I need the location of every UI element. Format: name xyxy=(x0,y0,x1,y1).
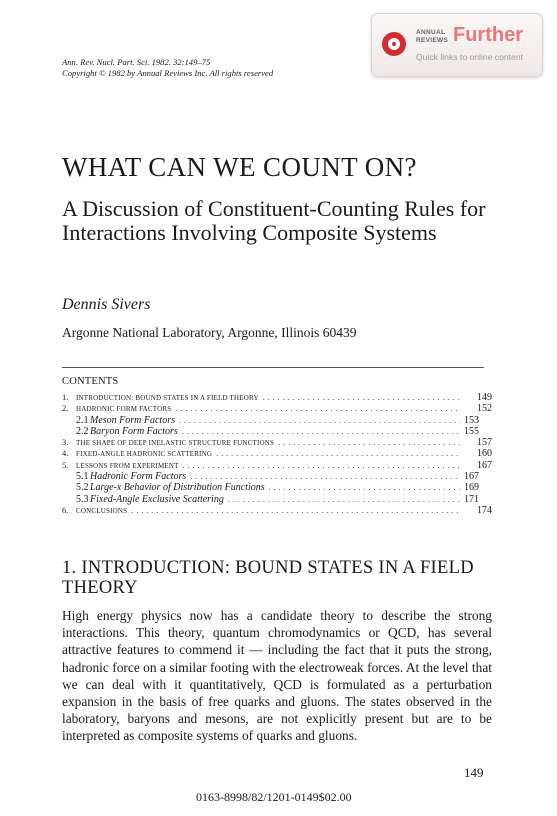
toc-entry-label: Fixed-Angle Exclusive Scattering xyxy=(90,493,224,505)
toc-entry[interactable] xyxy=(62,448,492,459)
toc-entry-page: 149 xyxy=(477,392,492,403)
badge-reviews-text: REVIEWS xyxy=(416,36,449,44)
toc-entry-number: 3. xyxy=(62,437,69,448)
article-code: 0163-8998/82/1201-0149$02.00 xyxy=(196,790,352,804)
article-subtitle: A Discussion of Constituent-Counting Rules for Interactions Involving Composite Systems xyxy=(62,196,486,245)
article-title: WHAT CAN WE COUNT ON? xyxy=(62,152,417,182)
table-of-contents xyxy=(62,392,492,516)
toc-entry-page: 169 xyxy=(464,482,479,494)
toc-entry-label: THE SHAPE OF DEEP INELASTIC STRUCTURE FUNCTIONS xyxy=(76,439,275,448)
section-heading: 1. INTRODUCTION: BOUND STATES IN A FIELD THEORY xyxy=(62,558,474,598)
badge-further-text: Further xyxy=(453,24,523,46)
toc-entry-label: Baryon Form Factors xyxy=(90,425,178,437)
badge-brand xyxy=(416,29,448,44)
toc-entry[interactable] xyxy=(62,460,492,471)
toc-entry-number: 2.1 xyxy=(76,414,89,426)
toc-entry[interactable] xyxy=(62,505,492,516)
toc-entry-label: CONCLUSIONS xyxy=(76,506,128,515)
toc-entry-label: Hadronic Form Factors xyxy=(90,471,187,483)
badge-subtitle: Quick links to online content xyxy=(416,52,524,62)
toc-entry-number: 2.2 xyxy=(76,425,89,437)
toc-entry-label: LESSONS FROM EXPERIMENT xyxy=(76,461,179,470)
toc-entry-page: 153 xyxy=(464,414,479,426)
toc-entry-page: 167 xyxy=(477,459,492,471)
contents-top-rule xyxy=(62,367,484,368)
toc-leader-dots xyxy=(175,404,460,413)
toc-entry-page: 167 xyxy=(464,471,479,483)
toc-leader-dots xyxy=(182,427,460,436)
toc-entry-page: 174 xyxy=(477,504,492,516)
contents-heading: CONTENTS xyxy=(62,376,119,387)
toc-leader-dots xyxy=(183,461,460,470)
toc-entry-number: 5.3 xyxy=(76,493,89,505)
toc-entry-label: Meson Form Factors xyxy=(90,414,175,426)
toc-leader-dots xyxy=(190,472,460,481)
author-name: Dennis Sivers xyxy=(62,296,151,313)
toc-entry-number: 4. xyxy=(62,448,69,459)
toc-entry[interactable] xyxy=(62,392,492,403)
toc-leader-dots xyxy=(228,495,460,504)
citation-line-1: Ann. Rev. Nucl. Part. Sci. 1982. 32:149–75 xyxy=(62,57,211,67)
toc-entry-label: Large-x Behavior of Distribution Functions xyxy=(90,482,265,494)
toc-entry[interactable] xyxy=(62,471,492,482)
toc-entry-page: 157 xyxy=(477,437,492,449)
toc-entry-number: 5.2 xyxy=(76,482,89,494)
toc-entry-label: HADRONIC FORM FACTORS xyxy=(76,405,172,414)
toc-leader-dots xyxy=(263,393,460,402)
toc-entry[interactable] xyxy=(62,482,492,493)
toc-entry-label: INTRODUCTION: BOUND STATES IN A FIELD THEORY xyxy=(76,394,259,402)
toc-entry-page: 152 xyxy=(477,403,492,415)
toc-entry-number: 5.1 xyxy=(76,471,89,483)
badge-annual-text: ANNUAL xyxy=(416,29,446,36)
toc-leader-dots xyxy=(278,438,460,447)
toc-entry[interactable] xyxy=(62,426,492,437)
citation-line-2: Copyright © 1982 by Annual Reviews Inc. All rights reserved xyxy=(62,68,274,78)
toc-entry[interactable] xyxy=(62,437,492,448)
toc-entry-page: 160 xyxy=(477,448,492,460)
author-affiliation: Argonne National Laboratory, Argonne, Illinois 60439 xyxy=(62,325,357,340)
toc-entry[interactable] xyxy=(62,494,492,505)
annual-reviews-logo-icon xyxy=(382,32,406,56)
toc-leader-dots xyxy=(216,449,460,458)
toc-leader-dots xyxy=(131,506,460,515)
body-paragraph: High energy physics now has a candidate theory to describe the strong interactions. This theory, quantum chromodynamics or QCD, has several attractive features to commend it — including the fact that it puts the strong, hadronic force on a similar footing with the electroweak forces. At the level that we can deal with it quantitatively, QCD is formulated as a perturbation expansion in the basis of free quarks and gluons. The states observed in the laboratory, baryons and mesons, are not explicitly present but are to be interpreted as composite systems of quarks and gluons. xyxy=(62,608,492,744)
toc-leader-dots xyxy=(179,416,460,425)
toc-entry-number: 2. xyxy=(62,403,69,414)
toc-entry[interactable] xyxy=(62,415,492,426)
toc-leader-dots xyxy=(269,483,460,492)
toc-entry[interactable] xyxy=(62,403,492,414)
toc-entry-label: FIXED-ANGLE HADRONIC SCATTERING xyxy=(76,450,213,459)
page-number: 149 xyxy=(464,765,484,780)
toc-entry-number: 6. xyxy=(62,504,69,515)
toc-entry-number: 5. xyxy=(62,459,69,470)
further-badge[interactable] xyxy=(371,13,543,77)
toc-entry-number: 1. xyxy=(62,392,69,402)
toc-entry-page: 155 xyxy=(464,425,479,437)
toc-entry-page: 171 xyxy=(464,493,479,505)
journal-citation xyxy=(62,57,273,79)
